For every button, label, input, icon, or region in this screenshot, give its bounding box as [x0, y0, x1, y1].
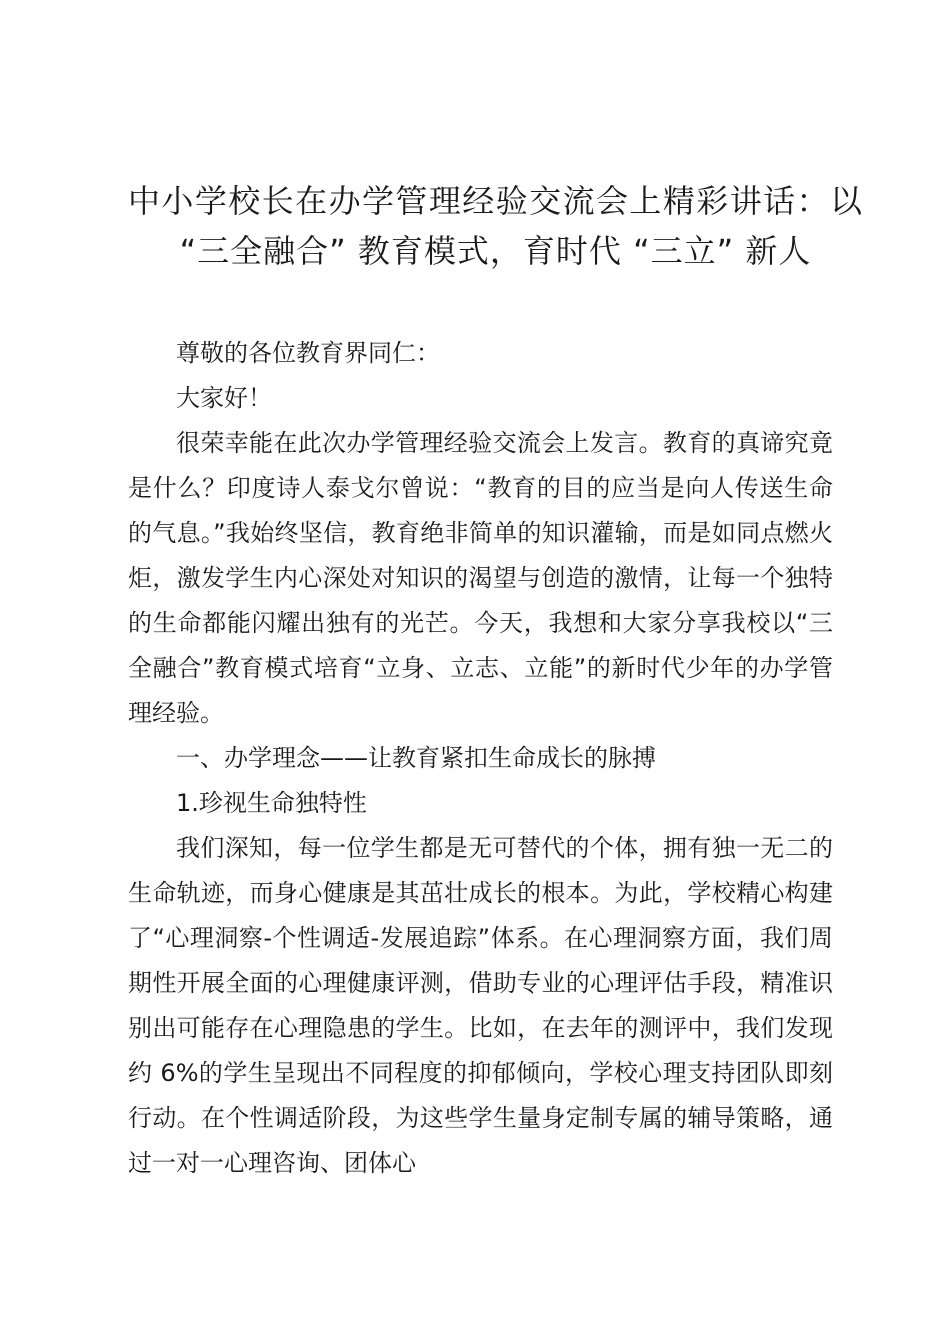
- subsection-heading: 1.珍视生命独特性: [176, 789, 367, 817]
- document-body: [128, 331, 833, 1186]
- greeting: 大家好！: [176, 384, 272, 412]
- intro-paragraph: 很荣幸能在此次办学管理经验交流会上发言。教育的真谛究竟是什么？印度诗人泰戈尔曾说：“教育的目的应当是向人传送生命的气息。”我始终坚信，教育绝非简单的知识灌输，而是如同点燃火炬，激发学生内心深处对知识的渴望与创造的激情，让每一个独特的生命都能闪耀出独有的光芒。今天，我想和大家分享我校以“三全融合”教育模式培育“立身、立志、立能”的新时代少年的办学管理经验。: [128, 429, 833, 727]
- body-paragraph: 我们深知，每一位学生都是无可替代的个体，拥有独一无二的生命轨迹，而身心健康是其茁壮成长的根本。为此，学校精心构建了“心理洞察-个性调适-发展追踪”体系。在心理洞察方面，我们周期性开展全面的心理健康评测，借助专业的心理评估手段，精准识别出可能存在心理隐患的学生。比如，在去年的测评中，我们发现约 6%的学生呈现出不同程度的抑郁倾向，学校心理支持团队即刻行动。在个性调适阶段，为这些学生量身定制专属的辅导策略，通过一对一心理咨询、团体心: [128, 834, 833, 1177]
- salutation: 尊敬的各位教育界同仁：: [176, 339, 440, 367]
- document-title: 中小学校长在办学管理经验交流会上精彩讲话：以 “三全融合” 教育模式，育时代 “三立” 新人: [128, 182, 863, 270]
- section-heading: 一、办学理念——让教育紧扣生命成长的脉搏: [176, 744, 656, 772]
